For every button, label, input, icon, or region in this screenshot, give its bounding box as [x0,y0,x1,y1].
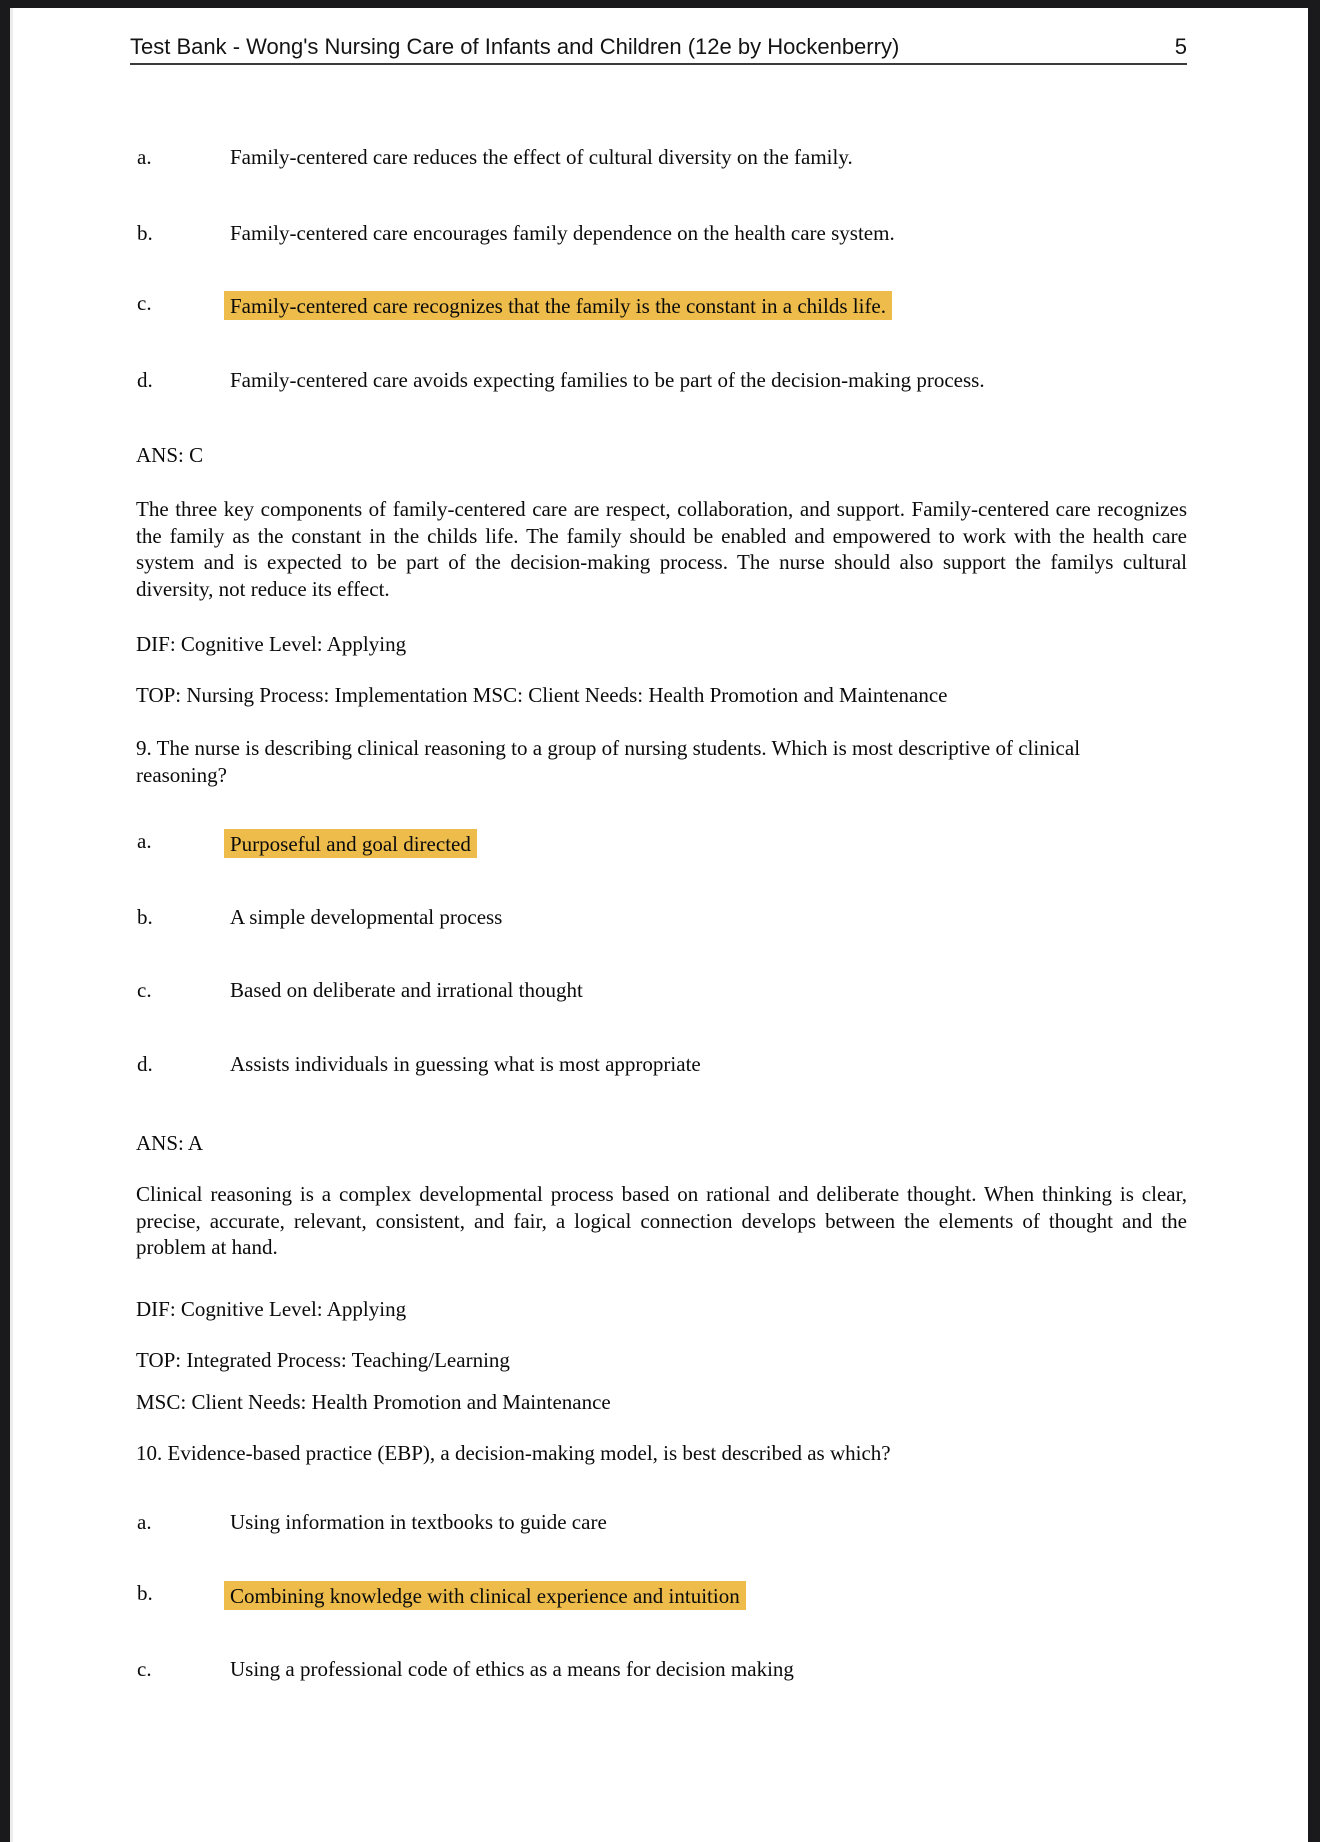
option-letter: b. [137,221,153,245]
rationale-paragraph: Clinical reasoning is a complex developmental process based on rational and deliberate thought. When thinking is clear, precise, accurate, relevant, consistent, and fair, a logical connection develops between the elements of thought and the problem at hand. [136,1182,1187,1259]
option-text-highlight: Family-centered care recognizes that the family is the constant in a childs life. [224,291,892,320]
page [10,8,1308,1842]
option-letter: b. [137,905,153,929]
question-text: 9. The nurse is describing clinical reasoning to a group of nursing students. Which is most descriptive of clinical reasoning? [136,736,1081,787]
option-letter: a. [137,829,152,853]
option-letter: a. [137,145,152,169]
option-letter: c. [137,978,152,1002]
option-text-highlight: Purposeful and goal directed [224,829,477,858]
option-text: A simple developmental process [230,905,503,929]
option-text: Family-centered care encourages family dependence on the health care system. [230,221,895,245]
answer-option [13,1510,1308,1536]
answer-option-highlighted [13,829,1308,855]
answer-option [13,1657,1308,1683]
option-letter: d. [137,1052,153,1076]
answer-option [13,145,1308,171]
document-title: Test Bank - Wong's Nursing Care of Infants and Children (12e by Hockenberry) [130,34,900,59]
option-letter: d. [137,368,153,392]
answer-label: ANS: C [136,443,204,467]
option-text: Using a professional code of ethics as a means for decision making [230,1657,794,1681]
answer-option [13,978,1308,1004]
option-text: Family-centered care avoids expecting families to be part of the decision-making process. [230,368,985,392]
top-metadata: TOP: Integrated Process: Teaching/Learning [136,1348,510,1372]
answer-option-highlighted [13,1581,1308,1607]
option-letter: a. [137,1510,152,1534]
answer-option [13,368,1308,394]
option-text: Based on deliberate and irrational thought [230,978,583,1002]
page-header [130,35,1187,65]
option-text: Family-centered care reduces the effect of cultural diversity on the family. [230,145,853,169]
dif-metadata: DIF: Cognitive Level: Applying [136,1297,407,1321]
option-letter: b. [137,1581,153,1605]
answer-label: ANS: A [136,1131,204,1155]
msc-metadata: MSC: Client Needs: Health Promotion and Maintenance [136,1390,611,1414]
rationale-paragraph: The three key components of family-centered care are respect, collaboration, and support. Family-centered care recognizes the family as the constant in the childs life. The family should be enabled and empowered to work with the health care system and is expected to be part of the decision-making process. The nurse should also support the familys cultural diversity, not reduce its effect. [136,497,1187,601]
dif-metadata: DIF: Cognitive Level: Applying [136,632,407,656]
answer-option-highlighted [13,291,1308,317]
top-msc-metadata: TOP: Nursing Process: Implementation MSC: Client Needs: Health Promotion and Maintenance [136,683,948,707]
option-letter: c. [137,291,152,315]
question-text: 10. Evidence-based practice (EBP), a decision-making model, is best described as which? [136,1441,891,1465]
option-text: Assists individuals in guessing what is most appropriate [230,1052,701,1076]
page-number: 5 [1174,34,1187,59]
answer-option [13,1052,1308,1078]
answer-option [13,221,1308,247]
option-text: Using information in textbooks to guide care [230,1510,607,1534]
option-text-highlight: Combining knowledge with clinical experience and intuition [224,1581,746,1610]
answer-option [13,905,1308,931]
option-letter: c. [137,1657,152,1681]
